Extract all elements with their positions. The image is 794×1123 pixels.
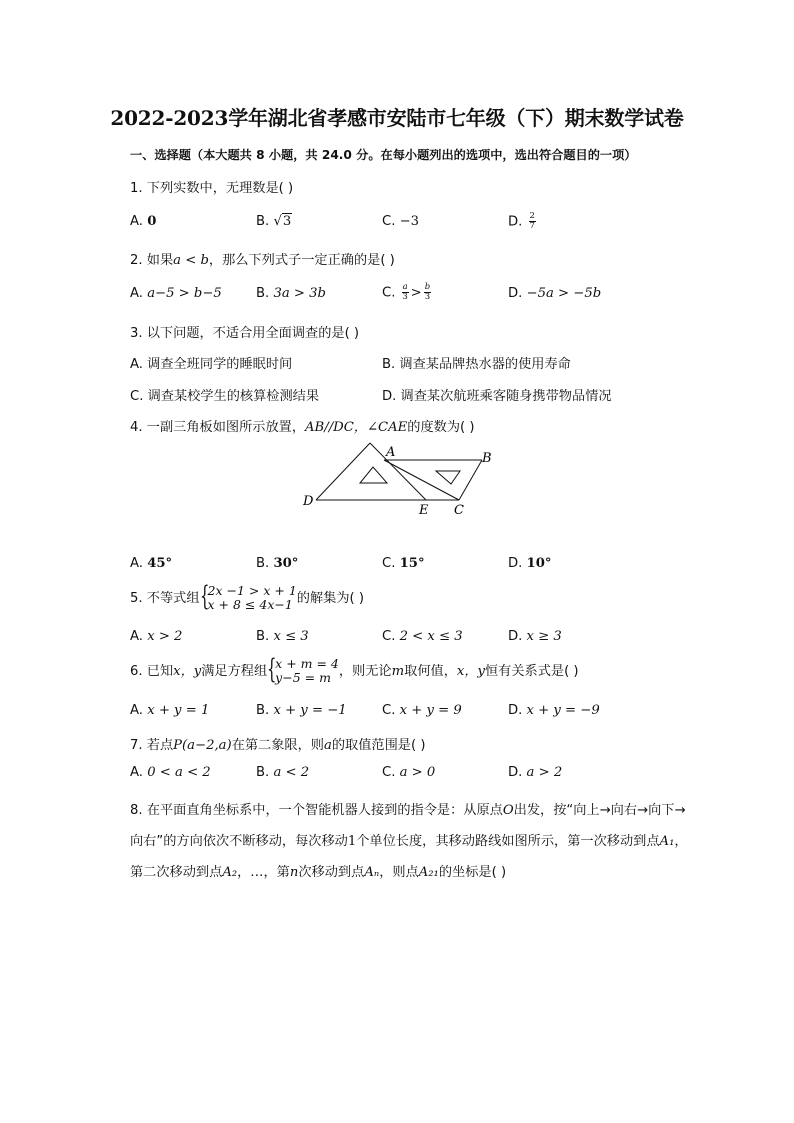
- q2-option-c[interactable]: C. $\frac{a}{3}$ > $\frac{b}{3}$: [382, 282, 431, 302]
- inner-triangle-right: [436, 471, 460, 484]
- label-E: E: [419, 503, 429, 518]
- line-BC: [459, 460, 482, 500]
- question-4-stem: 4. 一副三角板如图所示放置，AB//DC，∠CAE的度数为( ): [130, 420, 475, 435]
- q6-option-b[interactable]: B. x + y = −1: [256, 703, 347, 718]
- question-6-stem: 6. 已知x，y满足方程组 { x + m = 4 y−5 = m ，则无论m取何值，x，y恒有关系式是( ): [130, 654, 579, 685]
- label-B: B: [482, 451, 492, 466]
- line-apex-E: [370, 443, 426, 500]
- label-C: C: [454, 503, 464, 518]
- question-3-stem: 3. 以下问题，不适合用全面调查的是( ): [130, 326, 360, 341]
- q2-option-b[interactable]: B. 3a > 3b: [256, 286, 326, 301]
- q3-option-b[interactable]: B. 调查某品牌热水器的使用寿命: [382, 357, 571, 372]
- q5-option-d[interactable]: D. x ≥ 3: [508, 629, 562, 644]
- q7-option-a[interactable]: A. 0 < a < 2: [130, 765, 211, 780]
- q7-option-d[interactable]: D. a > 2: [508, 765, 563, 780]
- inner-triangle-left: [360, 467, 387, 483]
- triangle-ruler-figure: [296, 440, 506, 520]
- q4-option-c[interactable]: C. 15°: [382, 556, 425, 571]
- q1-option-c[interactable]: C. −3: [382, 214, 420, 229]
- q7-option-c[interactable]: C. a > 0: [382, 765, 436, 780]
- q2-option-a[interactable]: A. a−5 > b−5: [130, 286, 222, 301]
- question-8-stem: 8. 在平面直角坐标系中，一个智能机器人接到的指令是：从原点O出发，按“向上→向右→向下→向右”的方向依次不断移动，每次移动1个单位长度，其移动路线如图所示，第一次移动到点A₁，第二次移动到点A₂，…，第n次移动到点Aₙ，则点A₂₁的坐标是( ): [130, 803, 688, 880]
- q3-option-a[interactable]: A. 调查全班同学的睡眠时间: [130, 357, 293, 372]
- q1-option-b[interactable]: B. √3: [256, 214, 292, 229]
- q1-option-d[interactable]: D. $\frac{2}{7}$: [508, 211, 535, 231]
- section-heading: 一、选择题（本大题共 8 小题，共 24.0 分。在每小题列出的选项中，选出符合题目的一项）: [130, 148, 637, 162]
- q3-option-c[interactable]: C. 调查某校学生的核算检测结果: [130, 389, 320, 404]
- q5-option-c[interactable]: C. 2 < x ≤ 3: [382, 629, 463, 644]
- q6-option-c[interactable]: C. x + y = 9: [382, 703, 462, 718]
- line-D-apex: [316, 443, 370, 500]
- q5-option-b[interactable]: B. x ≤ 3: [256, 629, 309, 644]
- question-1-stem: 1. 下列实数中，无理数是( ): [130, 181, 294, 196]
- q4-option-d[interactable]: D. 10°: [508, 556, 552, 571]
- q5-inequality-system: { 2x −1 > x + 1 x + 8 ≤ 4x−1: [199, 581, 297, 612]
- q7-option-b[interactable]: B. a < 2: [256, 765, 310, 780]
- question-7-stem: 7. 若点P(a−2,a)在第二象限，则a的取值范围是( ): [130, 738, 426, 753]
- q6-option-d[interactable]: D. x + y = −9: [508, 703, 600, 718]
- label-A: A: [386, 445, 396, 460]
- line-AC: [384, 460, 459, 500]
- q4-option-b[interactable]: B. 30°: [256, 556, 299, 571]
- q6-option-a[interactable]: A. x + y = 1: [130, 703, 210, 718]
- q5-option-a[interactable]: A. x > 2: [130, 629, 183, 644]
- q4-option-a[interactable]: A. 45°: [130, 556, 173, 571]
- exam-title: 2022-2023学年湖北省孝感市安陆市七年级（下）期末数学试卷: [110, 106, 684, 130]
- q2-option-d[interactable]: D. −5a > −5b: [508, 286, 602, 301]
- question-2-stem: 2. 如果a < b，那么下列式子一定正确的是( ): [130, 253, 395, 268]
- label-D: D: [303, 494, 314, 509]
- q6-equation-system: { x + m = 4 y−5 = m: [267, 654, 339, 685]
- q1-option-a[interactable]: A. 0: [130, 214, 157, 229]
- question-5-stem: 5. 不等式组 { 2x −1 > x + 1 x + 8 ≤ 4x−1 的解集为( ): [130, 581, 365, 612]
- q3-option-d[interactable]: D. 调查某次航班乘客随身携带物品情况: [382, 389, 612, 404]
